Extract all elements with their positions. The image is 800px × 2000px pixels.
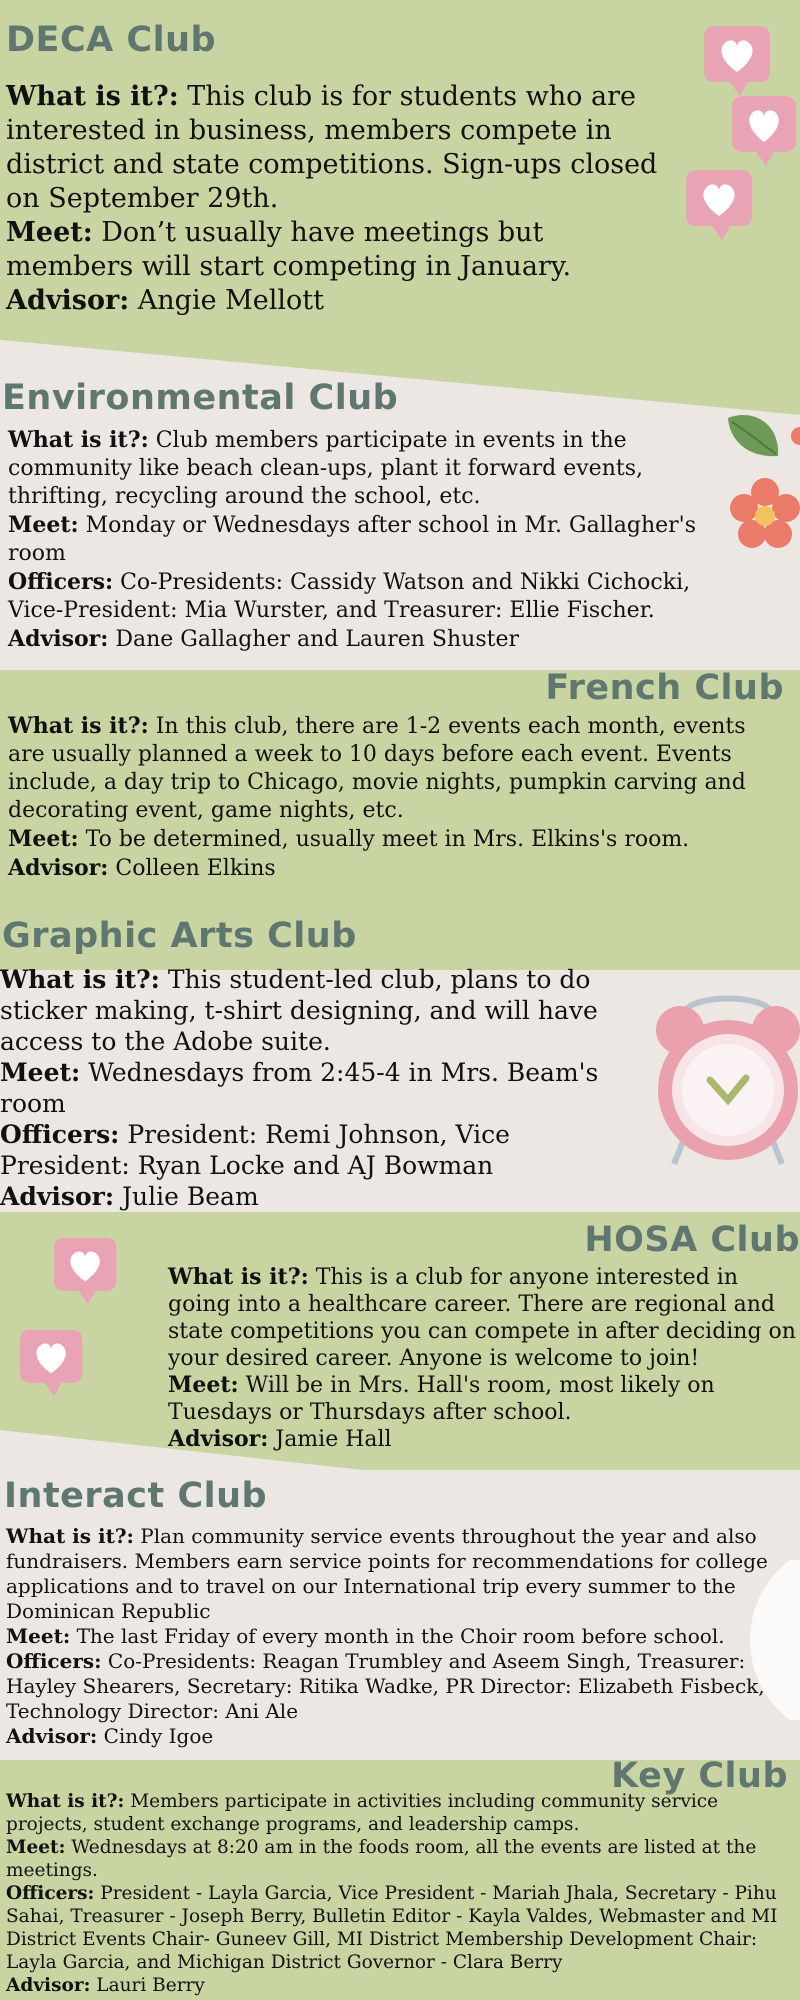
advisor-label: Advisor: [0, 1182, 115, 1211]
interact-advisor: Cindy Igoe [103, 1724, 214, 1748]
environmental-officers: Co-Presidents: Cassidy Watson and Nikki Cichocki, Vice-President: Mia Wurster, and Treasurer: Ellie Fischer. [8, 570, 691, 623]
leaf-icon [724, 410, 784, 462]
french-title: French Club [545, 668, 784, 708]
officers-label: Officers: [8, 569, 114, 595]
hosa-advisor: Jamie Hall [275, 1427, 392, 1452]
officers-label: Officers: [6, 1649, 102, 1673]
interact-officers: Co-Presidents: Reagan Trumbley and Aseem Singh, Treasurer: Hayley Shearers, Secretary: Ritika Wadke, PR Director: Elizabeth Fisbeck, Technology Director: Ani Ale [6, 1649, 765, 1723]
key-advisor: Lauri Berry [96, 1975, 205, 1996]
what-label: What is it?: [6, 1524, 134, 1548]
deca-what: This club is for students who are interested in business, members compete in district and state competitions. Sign-ups closed on September 29th. [6, 81, 658, 214]
hosa-meet: Will be in Mrs. Hall's room, most likely on Tuesdays or Thursdays after school. [168, 1373, 715, 1425]
what-label: What is it?: [6, 81, 179, 112]
graphic-body [0, 964, 640, 1212]
graphic-meet: Wednesdays from 2:45-4 in Mrs. Beam's room [0, 1058, 599, 1118]
graphic-officers: President: Remi Johnson, Vice President: Ryan Locke and AJ Bowman [0, 1120, 510, 1180]
french-advisor: Colleen Elkins [115, 856, 276, 881]
key-what: Members participate in activities including community service projects, student exchange programs, and leadership camps. [6, 1791, 719, 1835]
meet-label: Meet: [8, 826, 79, 852]
french-body [8, 712, 788, 883]
environmental-meet: Monday or Wednesdays after school in Mr. Gallagher's room [8, 513, 697, 566]
advisor-label: Advisor: [168, 1426, 269, 1452]
key-officers: President - Layla Garcia, Vice President - Mariah Jhala, Secretary - Pihu Sahai, Treasurer - Joseph Berry, Bulletin Editor - Kayla Valdes, Webmaster and MI District Events Chair- Guneev Gill, MI District Membership Development Chair: Layla Garcia, and Michigan District Governor - Clara Berry [6, 1883, 778, 1973]
environmental-advisor: Dane Gallagher and Lauren Shuster [115, 627, 520, 652]
hosa-title: HOSA Club [584, 1220, 800, 1260]
interact-title: Interact Club [4, 1476, 268, 1516]
what-label: What is it?: [168, 1264, 309, 1290]
interact-body [6, 1524, 796, 1749]
advisor-label: Advisor: [8, 855, 109, 881]
meet-label: Meet: [6, 1624, 71, 1648]
meet-label: Meet: [6, 217, 93, 248]
key-title: Key Club [611, 1756, 788, 1796]
advisor-label: Advisor: [6, 285, 130, 316]
french-meet: To be determined, usually meet in Mrs. Elkins's room. [85, 827, 690, 852]
deca-section [0, 0, 800, 340]
advisor-label: Advisor: [6, 1724, 98, 1748]
flower-icon [730, 478, 800, 552]
environmental-title: Environmental Club [2, 378, 399, 418]
advisor-label: Advisor: [8, 626, 109, 652]
alarm-clock-icon [654, 984, 800, 1176]
french-what: In this club, there are 1-2 events each month, events are usually planned a week to 10 days before each event. Events include, a day trip to Chicago, movie nights, pumpkin carving and decorating event, game nights, etc. [8, 714, 746, 823]
environmental-body [8, 426, 698, 654]
flower-edge-icon [788, 420, 800, 460]
graphic-advisor: Julie Beam [122, 1182, 259, 1211]
heart-bubble-icon [684, 168, 756, 242]
heart-bubble-icon [702, 24, 776, 98]
environmental-what: Club members participate in events in the community like beach clean-ups, plant it forward events, thrifting, recycling around the school, etc. [8, 428, 643, 509]
meet-label: Meet: [0, 1058, 81, 1087]
officers-label: Officers: [6, 1883, 95, 1904]
deca-title: DECA Club [6, 20, 217, 60]
what-label: What is it?: [0, 965, 160, 994]
heart-bubble-icon [52, 1236, 122, 1306]
meet-label: Meet: [6, 1837, 66, 1858]
officers-label: Officers: [0, 1120, 120, 1149]
interact-what: Plan community service events throughout the year and also fundraisers. Members earn service points for recommendations for college applications and to travel on our International trip every summer to the Dominican Republic [6, 1524, 768, 1623]
hosa-what: This is a club for anyone interested in going into a healthcare career. There are regional and state competitions you can compete in after deciding on your desired career. Anyone is welcome to join! [168, 1265, 796, 1371]
advisor-label: Advisor: [6, 1975, 91, 1996]
key-body [6, 1790, 796, 1997]
heart-bubble-icon [18, 1328, 88, 1398]
graphic-what: This student-led club, plans to do sticker making, t-shirt designing, and will have access to the Adobe suite. [0, 965, 598, 1056]
graphic-title: Graphic Arts Club [2, 916, 357, 956]
heart-bubble-icon [730, 94, 800, 168]
hosa-body [168, 1264, 800, 1453]
deca-advisor: Angie Mellott [137, 285, 324, 316]
interact-meet: The last Friday of every month in the Choir room before school. [76, 1624, 725, 1648]
deca-body [6, 80, 676, 318]
deca-meet: Don’t usually have meetings but members will start competing in January. [6, 217, 572, 282]
what-label: What is it?: [8, 713, 149, 739]
meet-label: Meet: [8, 512, 79, 538]
meet-label: Meet: [168, 1372, 239, 1398]
key-meet: Wednesdays at 8:20 am in the foods room, all the events are listed at the meetings. [6, 1837, 757, 1881]
what-label: What is it?: [6, 1791, 125, 1812]
what-label: What is it?: [8, 427, 149, 453]
